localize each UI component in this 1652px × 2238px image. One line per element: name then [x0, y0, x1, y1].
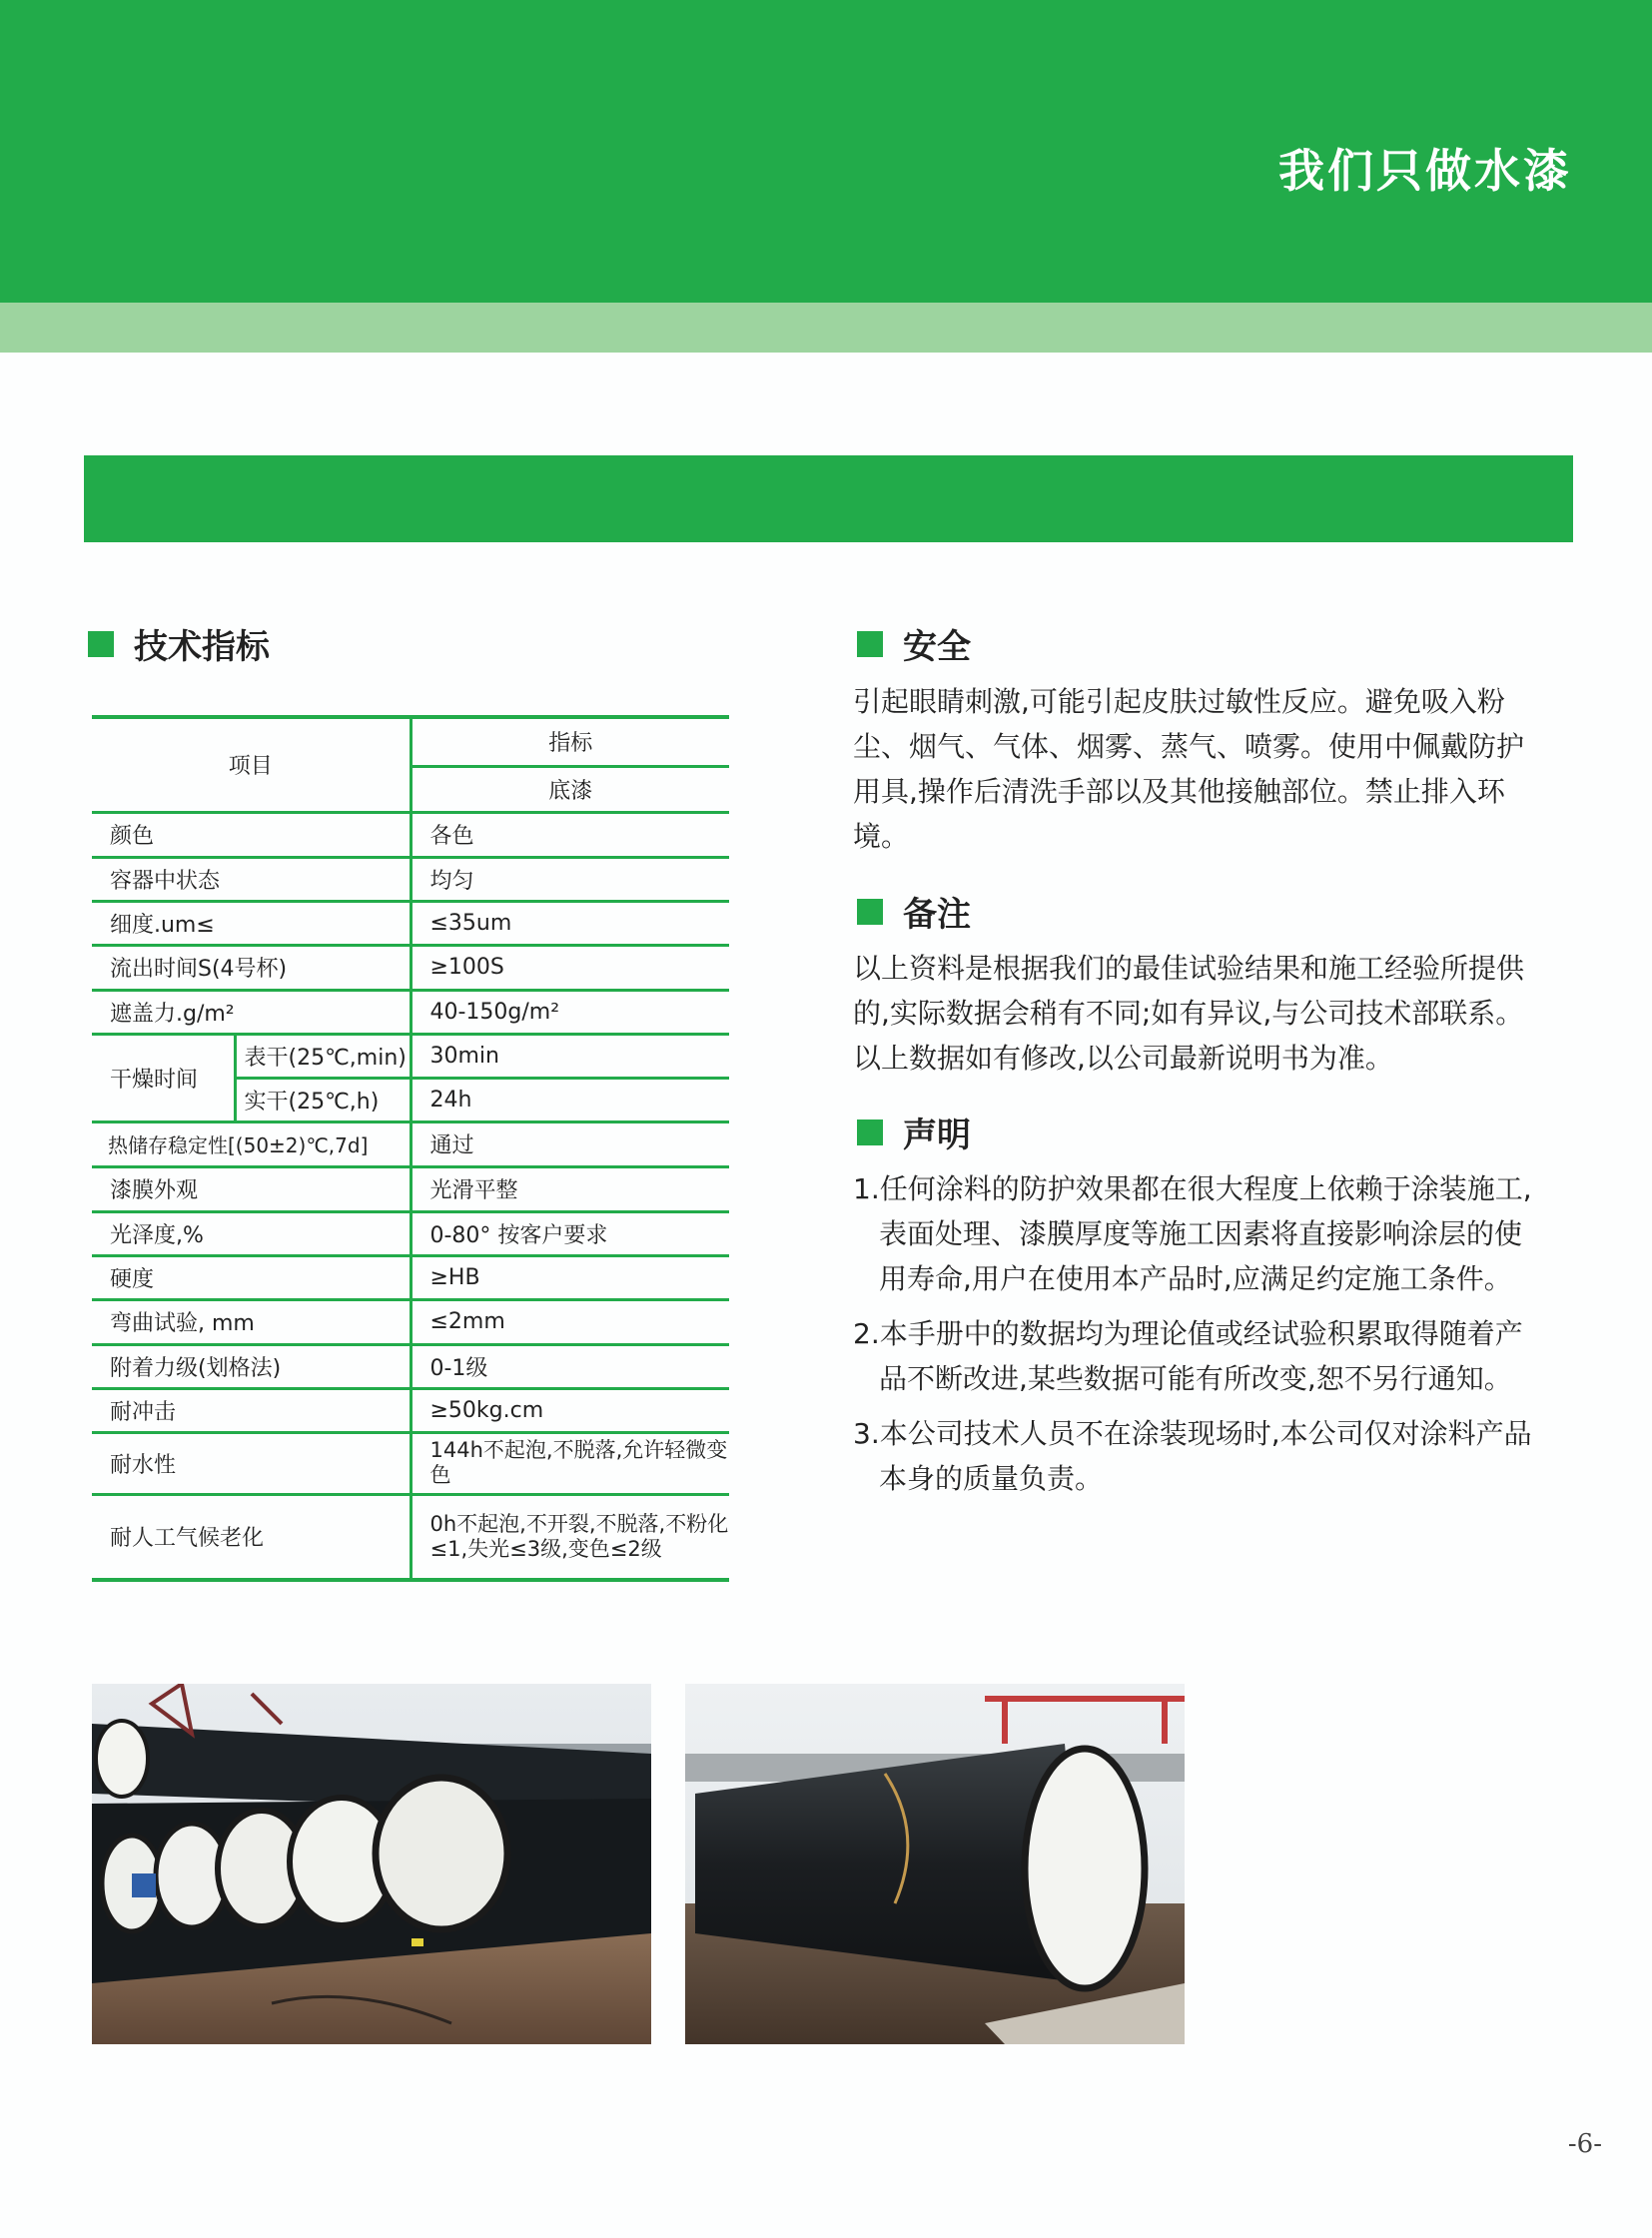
table-row: 耐人工气候老化 0h不起泡,不开裂,不脱落,不粉化≤1,失光≤3级,变色≤2级 [92, 1494, 729, 1580]
header-accent-strip [0, 303, 1652, 353]
table-row: 附着力级(划格法) 0-1级 [92, 1344, 729, 1388]
table-row: 弯曲试验, mm ≤2mm [92, 1299, 729, 1344]
statement-item: 1.任何涂料的防护效果都在很大程度上依赖于涂装施工,表面处理、漆膜厚度等施工因素将直接影响涂层的使用寿命,用户在使用本产品时,应满足约定施工条件。 [853, 1172, 1532, 1295]
header-slogan: 我们只做水漆 [1278, 144, 1572, 198]
table-row: 细度.um≤ ≤35um [92, 901, 729, 945]
section-safety-heading [857, 619, 971, 668]
photo-pipe-stack [92, 1684, 651, 2044]
table-row-dry-surface: 干燥时间 表干(25℃,min) 30min [92, 1034, 729, 1078]
statement-item: 3.本公司技术人员不在涂装现场时,本公司仅对涂料产品本身的质量负责。 [853, 1417, 1532, 1495]
table-row: 容器中状态 均匀 [92, 857, 729, 901]
statement-item: 2.本手册中的数据均为理论值或经试验积累取得随着产品不断改进,某些数据可能有所改变,恕不另行通知。 [853, 1317, 1523, 1395]
table-head-item: 项目 [92, 717, 411, 812]
photo-large-pipe [685, 1684, 1185, 2044]
notes-text: 以上资料是根据我们的最佳试验结果和施工经验所提供的,实际数据会稍有不同;如有异议,与公司技术部联系。以上数据如有修改,以公司最新说明书为准。 [853, 952, 1525, 1075]
section-tech-heading [88, 619, 270, 668]
square-bullet-icon [857, 631, 883, 657]
square-bullet-icon [88, 631, 114, 657]
table-row: 颜色 各色 [92, 812, 729, 857]
section-tech-title: 技术指标 [134, 627, 270, 667]
table-row-dry-hard: 实干(25℃,h) 24h [92, 1078, 729, 1121]
table-row: 耐冲击 ≥50kg.cm [92, 1388, 729, 1432]
table-row: 硬度 ≥HB [92, 1255, 729, 1299]
table-head-index: 指标 [411, 717, 729, 766]
table-row: 漆膜外观 光滑平整 [92, 1166, 729, 1211]
dry-time-label: 干燥时间 [92, 1034, 235, 1121]
statement-list [853, 1166, 1532, 1511]
table-row: 流出时间S(4号杯) ≥100S [92, 945, 729, 990]
safety-text: 引起眼睛刺激,可能引起皮肤过敏性反应。避免吸入粉尘、烟气、气体、烟雾、蒸气、喷雾。使用中佩戴防护用具,操作后清洗手部以及其他接触部位。禁止排入环境。 [853, 685, 1525, 853]
table-row: 遮盖力.g/m² 40-150g/m² [92, 990, 729, 1034]
section-notes-heading [857, 887, 971, 936]
table-row: 光泽度,% 0-80° 按客户要求 [92, 1211, 729, 1255]
spec-table [92, 715, 729, 1582]
section-safety-title: 安全 [903, 627, 971, 667]
table-row: 热储存稳定性[(50±2)℃,7d] 通过 [92, 1121, 729, 1166]
section-statement-title: 声明 [903, 1116, 971, 1155]
page-number: -6- [1567, 2129, 1602, 2159]
table-head-sub: 底漆 [411, 766, 729, 812]
section-notes-title: 备注 [903, 895, 971, 935]
title-bar [84, 455, 1573, 542]
section-statement-heading [857, 1108, 971, 1156]
table-row: 耐水性 144h不起泡,不脱落,允许轻微变色 [92, 1432, 729, 1494]
square-bullet-icon [857, 1119, 883, 1145]
square-bullet-icon [857, 899, 883, 925]
